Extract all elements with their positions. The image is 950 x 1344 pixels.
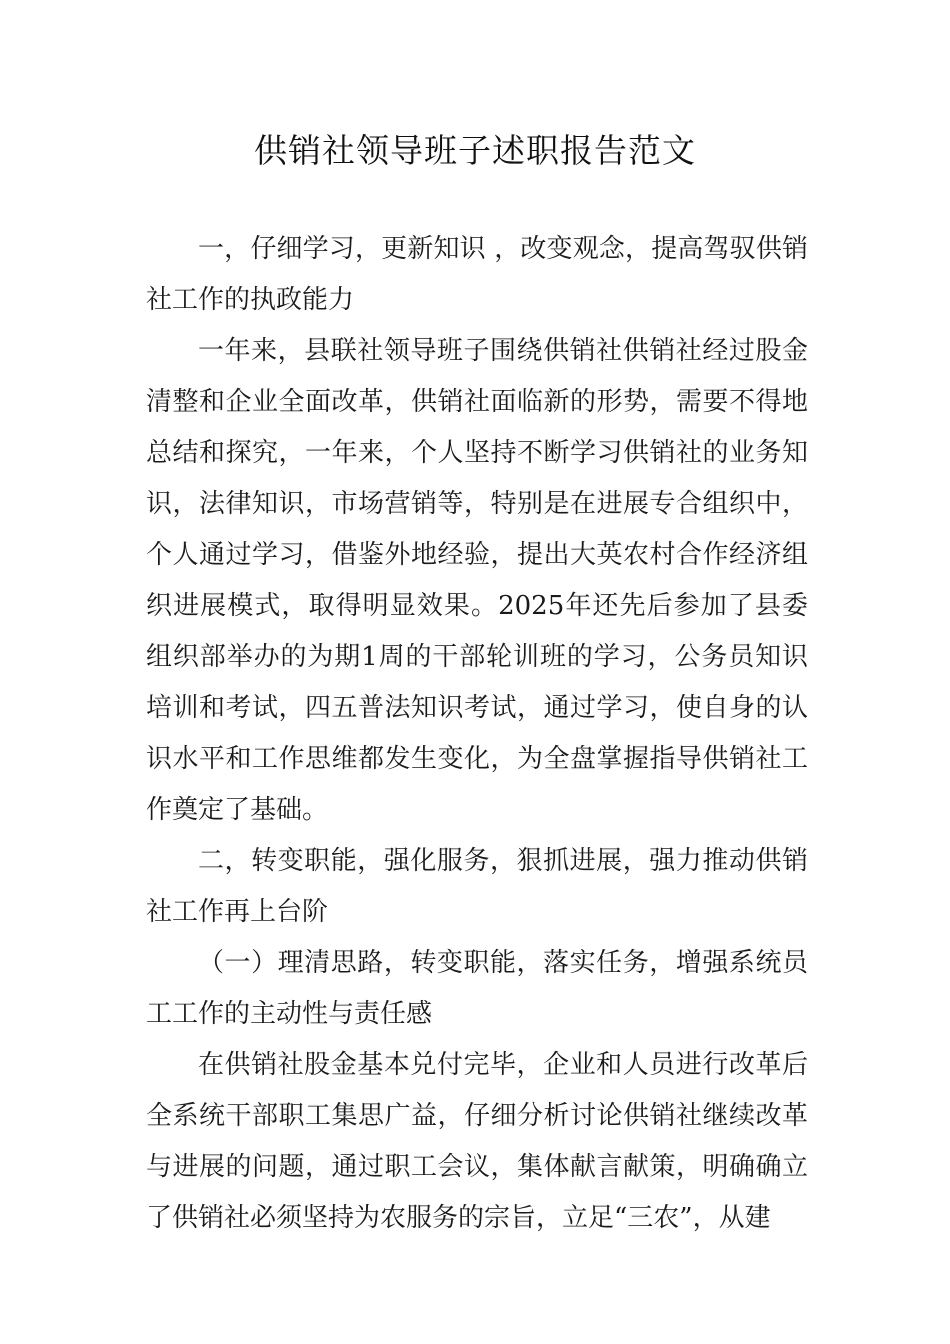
document-title: 供销社领导班子述职报告范文 [254,131,696,170]
subsection-heading-1: （一）理清思路，转变职能，落实任务，增强系统员工工作的主动性与责任感 [146,948,808,1029]
section-heading-2: 二，转变职能，强化服务，狠抓进展，强力推动供销社工作再上台阶 [146,846,808,927]
section-heading-1: 一，仔细学习，更新知识 ，改变观念，提高驾驭供销社工作的执政能力 [146,234,808,315]
document-body [146,224,808,1244]
paragraph-1: 一年来，县联社领导班子围绕供销社供销社经过股金清整和企业全面改革，供销社面临新的形势，需要不得地总结和探究，一年来，个人坚持不断学习供销社的业务知识，法律知识，市场营销等，特别是在进展专合组织中，个人通过学习，借鉴外地经验，提出大英农村合作经济组织进展模式，取得明显效果。2025年还先后参加了县委组织部举办的为期1周的干部轮训班的学习，公务员知识培训和考试，四五普法知识考试，通过学习，使自身的认识水平和工作思维都发生变化，为全盘掌握指导供销社工作奠定了基础。 [146,336,808,825]
paragraph-2: 在供销社股金基本兑付完毕，企业和人员进行改革后全系统干部职工集思广益，仔细分析讨论供销社继续改革与进展的问题，通过职工会议，集体献言献策，明确确立了供销社必须坚持为农服务的宗旨，立足“三农”，从建 [146,1050,808,1233]
